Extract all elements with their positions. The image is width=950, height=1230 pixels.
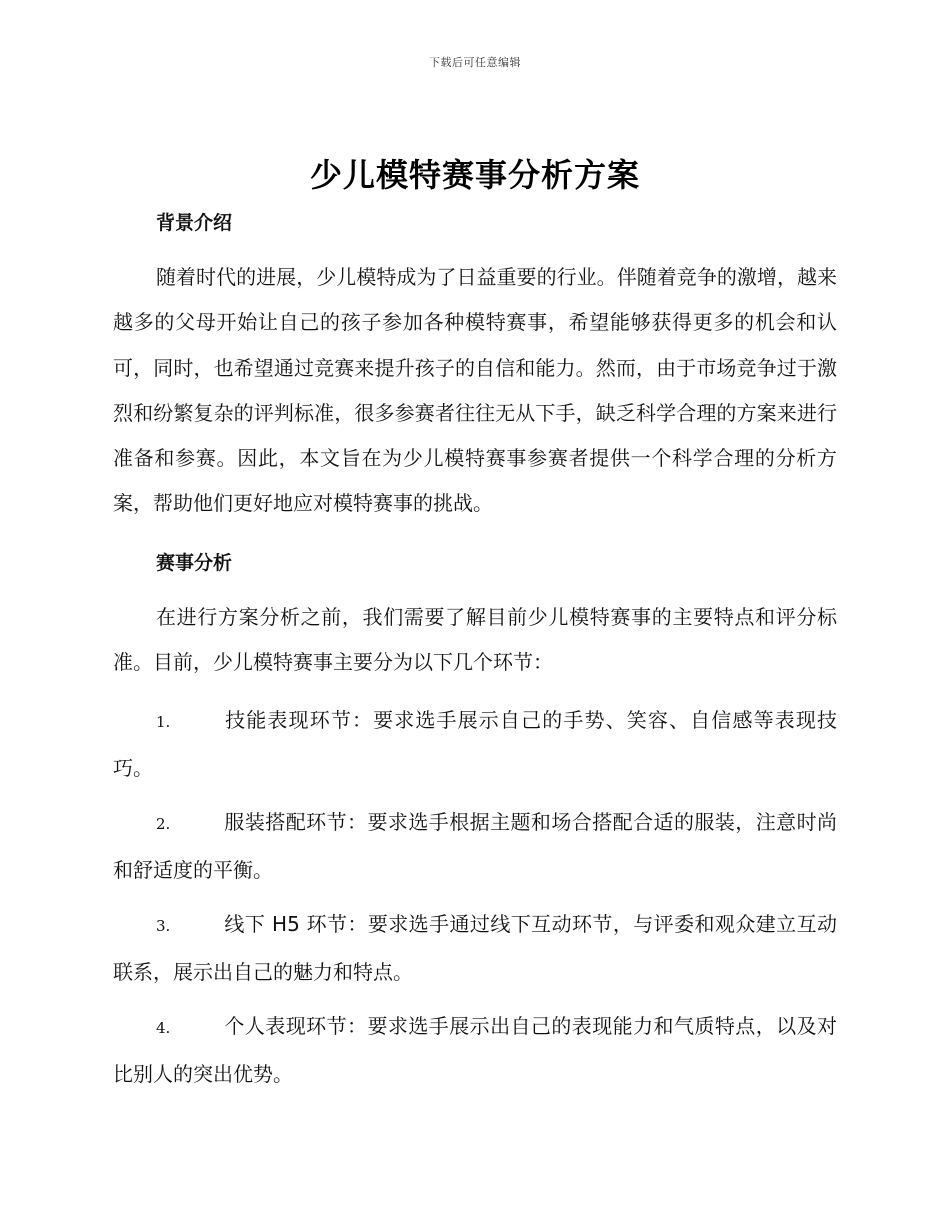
list-item-text: 技能表现环节：要求选手展示自己的手势、笑容、自信感等表现技巧。 [113, 708, 837, 780]
list-item-text: 线下 H5 环节：要求选手通过线下互动环节，与评委和观众建立互动联系，展示出自己的魅力和特点。 [113, 912, 837, 984]
list-item-text: 个人表现环节：要求选手展示出自己的表现能力和气质特点，以及对比别人的突出优势。 [113, 1014, 837, 1086]
list-item-text: 服装搭配环节：要求选手根据主题和场合搭配合适的服装，注意时尚和舒适度的平衡。 [113, 810, 837, 882]
list-item [113, 902, 837, 995]
list-item-number: 2. [156, 815, 171, 833]
section-heading-background: 背景介绍 [156, 212, 233, 234]
section-heading-analysis: 赛事分析 [156, 552, 233, 574]
list-item [113, 1004, 837, 1097]
list-item-number: 4. [156, 1019, 171, 1037]
header-note: 下载后可任意编辑 [429, 56, 521, 69]
list-item [113, 698, 837, 791]
list-item-number: 1. [156, 713, 171, 731]
paragraph-background: 随着时代的进展，少儿模特成为了日益重要的行业。伴随着竞争的激增，越来越多的父母开始让自己的孩子参加各种模特赛事，希望能够获得更多的机会和认可，同时，也希望通过竞赛来提升孩子的自信和能力。然而，由于市场竞争过于激烈和纷繁复杂的评判标准，很多参赛者往往无从下手，缺乏科学合理的方案来进行准备和参赛。因此，本文旨在为少儿模特赛事参赛者提供一个科学合理的分析方案，帮助他们更好地应对模特赛事的挑战。 [113, 265, 837, 516]
paragraph-analysis: 在进行方案分析之前，我们需要了解目前少儿模特赛事的主要特点和评分标准。目前，少儿模特赛事主要分为以下几个环节： [113, 605, 837, 675]
list-item [113, 800, 837, 893]
list-item-number: 3. [156, 917, 171, 935]
document-title: 少儿模特赛事分析方案 [309, 156, 640, 194]
